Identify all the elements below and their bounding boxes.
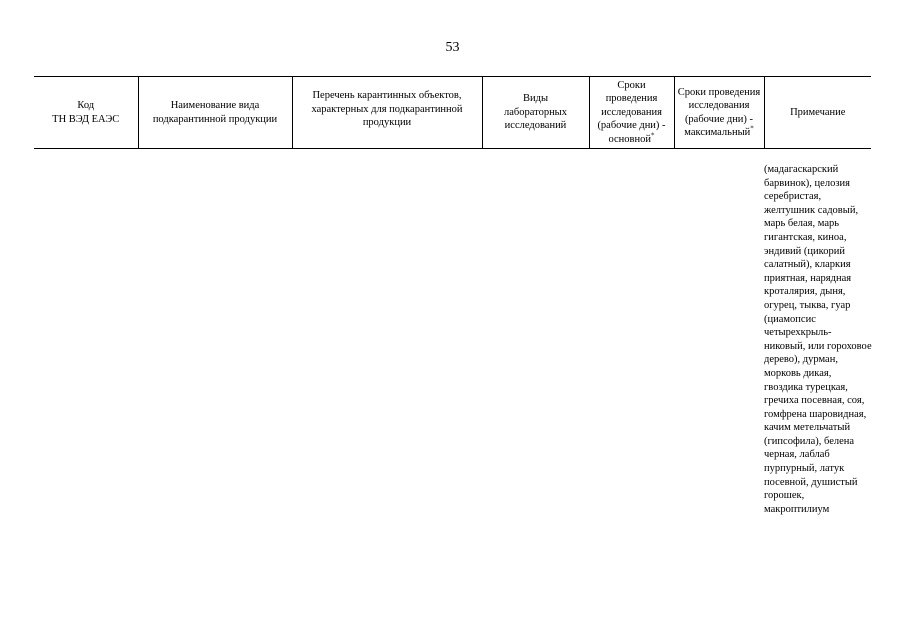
footnote-mark: * [651, 131, 655, 140]
header-row [34, 77, 871, 149]
header-terms-max-text: Сроки проведения исследования (рабочие дни) - максимальный [677, 86, 761, 138]
header-terms-max [674, 77, 764, 149]
header-product-name: Наименование вида подкарантинной продукции [138, 77, 292, 149]
header-code: Код ТН ВЭД ЕАЭС [34, 77, 138, 149]
header-terms-basic-text: Сроки проведения исследования (рабочие дни) - основной [597, 79, 666, 145]
footnote-mark: * [750, 124, 754, 133]
note-cell-text: (мадагаскарский барвинок), целозия серебристая, желтушник садовый, марь белая, марь гигантская, киноа, эндивий (цикорий салатный), кларкия приятная, нарядная кроталярия, дыня, огурец, тыква, гуар (циамопсис четырехкрыль-никовый, или гороховое дерево), дурман, морковь дикая, гвоздика турецкая, гречиха посевная, соя, гомфрена шаровидная, качим метельчатый (гипсофила), белена черная, лаблаб пурпурный, латук посевной, душистый горошек, макроптилиум [764, 164, 872, 515]
table-header [34, 76, 871, 149]
header-lab-types: Виды лабораторных исследований [482, 77, 589, 149]
page-number: 53 [445, 40, 460, 55]
header-note: Примечание [764, 77, 871, 149]
header-quarantine-objects: Перечень карантинных объектов, характерных для подкарантинной продукции [292, 77, 482, 149]
header-terms-basic [589, 77, 674, 149]
